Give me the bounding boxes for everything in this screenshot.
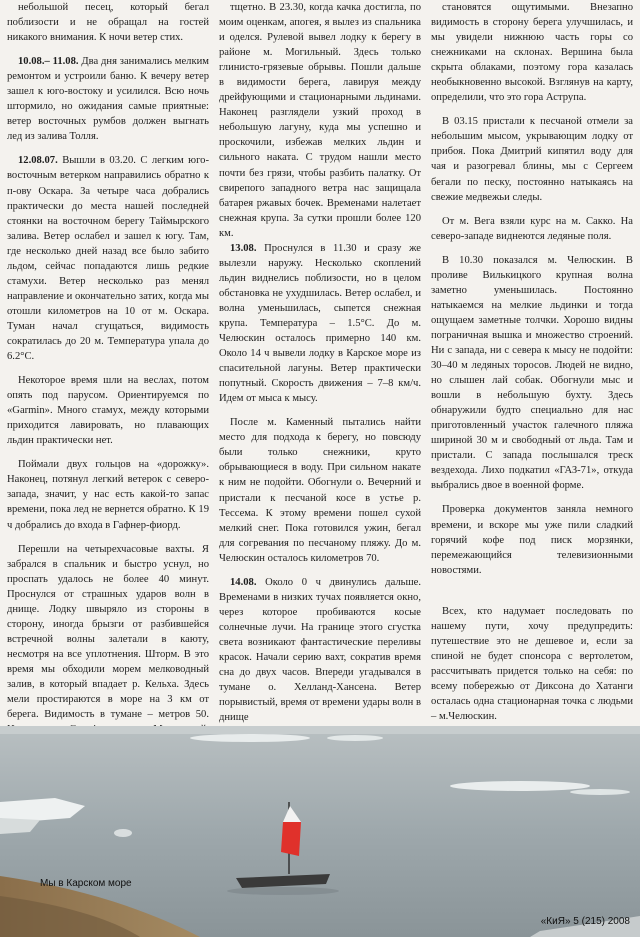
paragraph: После м. Каменный пытались найти место для подхода к берегу, но повсюду были только снежники, круто обрывающиеся в воду. При сильном накате к ним не подойти. Обогнули о. Вечерний и пристали к песчаной косе в устье р. Тессема. К этому времени пошел сухой мелкий снег. Пока готовился ужин, бегал для согревания по песчаному пляжу. До м. Челюскин осталось километров 70. — [219, 417, 421, 564]
column-3 — [431, 0, 633, 726]
entry-text: Около 0 ч двинулись дальше. Временами в низких тучах появляется окно, через которое пробиваются косые солнечные лучи. На границе этого сгустка света возникают фантастические переливы красок. Начали серию вахт, сократив время сна до двух часов. Впереди угадывался в тумане о. Хелланд-Хансена. Ветер порывистый, время от времени удары волн в днище — [219, 576, 421, 724]
paragraph — [219, 575, 421, 725]
column-1 — [7, 0, 209, 726]
entry-date: 12.08.07. — [18, 155, 58, 167]
paragraph: Поймали двух гольцов на «дорожку». Наконец, потянул легкий ветерок с северо-запада, значит, у нас есть какой-то запас времени, пока лед не вернется обратно. К 19 ч добрались до входа в Гафнер-фиорд. — [7, 459, 209, 531]
issue-footer: «КиЯ» 5 (215) 2008 — [540, 916, 630, 927]
paragraph: От м. Вега взяли курс на м. Сакко. На северо-западе виднеются ледяные поля. — [431, 215, 633, 242]
paragraph — [7, 54, 209, 144]
paragraph: небольшой песец, который бегал поблизости и не обращал на гостей никакого внимания. К ночи ветер стих. — [7, 2, 209, 44]
entry-text: Проснулся в 11.30 и сразу же вылезли наружу. Несколько скоплений льдин виднелись поблизости, но в целом обстановка не ухудшилась. Ветер ослабел, и волна уменьшилась, сыпется снежная крупа. Температура – 1.5°С. До м. Челюскин осталось примерно 140 км. Около 14 ч вывели лодку в Карское море из спасительной лагуны. Ветер практически попутный. Скорость движения – 7–8 км/ч. Идем от мыса к мысу. — [219, 242, 421, 405]
entry-date: 14.08. — [230, 576, 257, 588]
entry-text: Вышли в 03.20. С легким юго-восточным ветерком направились обратно к п-ову Оскара. За четыре часа добрались практически до места нашей последней стоянки на восточном берегу Таймырского залива. Ветер ослабел и зашел к югу. Там, где несколько дней назад все было забито льдом, сейчас попадаются лишь редкие стамухи. Ветер несколько раз менял направление и окончательно затих, когда мы отошли километров на 10 от м. Оскара. Туман начал сгущаться, видимость сократилась до 20 м. Температура упала до 6.2°С. — [7, 155, 209, 363]
paragraph — [7, 153, 209, 364]
paragraph: В 10.30 показался м. Челюскин. В проливе Вилькицкого крупная волна заметно уменьшилась. Постоянно натыкаемся на мелкие льдинки и тогда ощущаем заметные толчки. Хорошо видны пограничная вышка и множество строений. Ни с запада, ни с севера к мысу не подойти: 30–40 м ледяных торосов. Людей не видно, но слышен лай собак. Обогнули мыс и вошли в небольшую бухту. Здесь обнаружили будто специально для нас приготовленный участок галечного пляжа шириной 30 м и свободный от льда. Там и пристали. С запада послышался треск вездехода. Лихо подкатил «ГАЗ-71», откуда выбрались двое в военной форме. — [431, 254, 633, 492]
sea-photo-image — [0, 726, 640, 937]
paragraph: Перешли на четырехчасовые вахты. Я забрался в спальник и быстро уснул, но проспать удалось не более 40 минут. Проснулся от страшных ударов волн в днище. Лодку швыряло из стороны в сторону, иногда брызги от разбившейся встречной волны залетали в каюту, несмотря на все уплотнения. Шторм. В это время мы обходили морем мелководный залив, в который впадает р. Кельха. Здесь мели простираются в море на 3 км от берега. Видимость в тумане – метров 50. — [7, 543, 209, 721]
paragraph: В 03.15 пристали к песчаной отмели за небольшим мысом, укрывающим лодку от прибоя. Пока Дмитрий кипятил воду для чая и разогревал блины, мы с Сергеем бегали по песку, постоянно натыкаясь на свежие медвежьи следы. — [431, 116, 633, 203]
entry-date: 13.08. — [230, 242, 257, 254]
entry-date: 10.08.– 11.08. — [18, 56, 79, 68]
sea-photo — [0, 726, 640, 937]
photo-caption: Мы в Карском море — [40, 878, 132, 889]
paragraph: Проверка документов заняла немного времени, и вскоре мы уже пили сладкий горячий кофе под писк морзянки, перемежающийся телевизионными новостями. — [431, 504, 633, 576]
paragraph: тщетно. В 23.30, когда качка достигла, по моим оценкам, апогея, я вылез из спальника и оделся. Рулевой вывел лодку к берегу в районе м. Могильный. Здесь только глинисто-грязевые обрывы. Пошли дальше в видимости берега, лавируя между дрейфующими и стационарными льдинами. Наконец разглядели узкий проход в небольшую лагуну, куда мы успешно и проскочили, избежав мелких льдин и сильного наката. С трудом нашли место почти без грязи, чтобы разбить палатку. От свирепого западного ветра нас защищала батарея ржавых бочек. Временами налетает снежная крупа. За сутки прошли более 120 км. — [219, 2, 421, 239]
column-2 — [219, 0, 421, 726]
paragraph: Всех, кто надумает последовать по нашему пути, хочу предупредить: путешествие это не дешевое и, если за спиной не будет спонсора с вертолетом, рассчитывать придется только на себя: по всему побережью от Диксона до Хатанги осталась одна стационарная точка с людьми – м.Челюскин. — [431, 605, 633, 723]
entry-text: Два дня занимались мелким ремонтом и устроили баню. К вечеру ветер зашел к юго-востоку и усилился. Всю ночь штормило, но ожидания самые приятные: ветер восточных румбов должен выгнать лед из залива Толля. — [7, 56, 209, 143]
paragraph: Некоторое время шли на веслах, потом опять под парусом. Ориентируемся по «Garmin». Много стамух, между которыми приходится лавировать, но плавающих льдин практически нет. — [7, 375, 209, 447]
paragraph: становятся ощутимыми. Внезапно видимость в сторону берега улучшилась, и мы увидели нижнюю часть горы со снежниками на склонах. Вершина была скрыта облаками, поэтому гора казалась необыкновенно высокой. Взглянув на карту, определили, что это гора Аструпа. — [431, 2, 633, 104]
paragraph — [219, 241, 421, 407]
text-columns — [7, 0, 633, 726]
